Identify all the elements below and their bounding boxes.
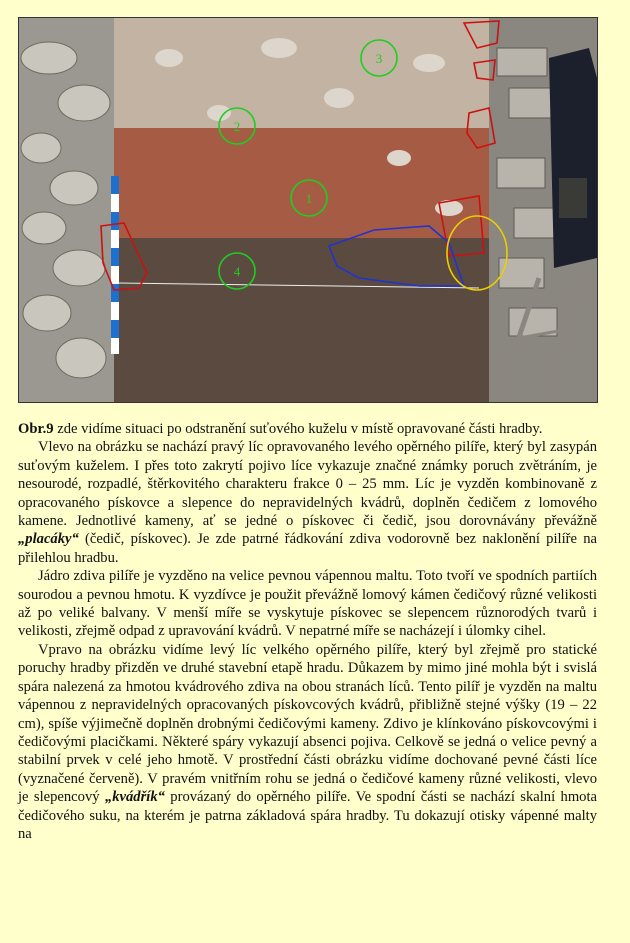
- excavation-photo-illustration: [19, 18, 597, 402]
- measuring-rod: [111, 176, 119, 354]
- paragraph-2-text: Jádro zdiva pilíře je vyzděno na velice pevnou vápennou maltu. Toto tvoří ve spodních partiích sourodou a pevnou hmotu. K vyzdívce je použit převážně lomový kámen čedičový různé velikosti až po veliké balvany. V menší míře se vyskytuje pískovec se slepencem různorodých tvarů i velikosti, zřejmě odpad z upravování kvádrů. V nepatrné míře se nacházejí i úlomky cihel.: [18, 568, 597, 640]
- marker-3-label: 3: [375, 51, 383, 66]
- paragraph-3-emph: „kvádřík“: [104, 789, 165, 806]
- paragraph-1-text-a: Vlevo na obrázku se nachází pravý líc opravovaného levého opěrného pilíře, který byl zasypán suťovým kuželem. I přes toto zakrytí pojivo líce vykazuje značné známky poruch zvětráním, je nesourodé, rozpadlé, štěrkovitého charakteru frakce 0 – 25 mm. Líc je vyzděn kombinovaně z opracovaného pískovce a slepence do nepravidelných kvádrů, doplněn čedičem z lomového kamene. Jednotlivé kameny, ať se jedné o pískovec či čedič, jsou dorovnávány převážně: [18, 439, 597, 530]
- paragraph-left-pillar: [18, 438, 597, 567]
- paragraph-core: [18, 567, 597, 641]
- caption: [18, 420, 597, 438]
- caption-text: zde vidíme situaci po odstranění suťového kuželu v místě opravované části hradby.: [53, 421, 543, 437]
- marker-1-label: 1: [305, 191, 313, 206]
- marker-2-label: 2: [233, 119, 241, 134]
- bag: [559, 178, 587, 218]
- marker-4-label: 4: [233, 264, 241, 279]
- paragraph-1-emph: „placáky“: [18, 531, 79, 548]
- paragraph-3-text-a: Vpravo na obrázku vidíme levý líc velkého opěrného pilíře, který byl zřejmě pro statické poruchy hradby přizděn ve druhé stavební etapě hradu. Důkazem by mimo jiné mohla být i svislá spára nalezená za hmotou kvádrového zdiva na obou stranách líců. Tento pilíř je vyzděn na maltu vápennou z nepravidelných opracovaných pískovcových kvádrů, přibližně stejné výšky (19 – 22 cm), spíše výjimečně doplněn drobnými čedičovými kameny. Zdivo je klínkováno pískovcovými i čedičovými placičkami. Některé spáry vykazují absenci pojiva. Celkově se jedná o velice pevný a stabilní prvek v celé jeho hmotě. V prostřední části obrázku vidíme dochované pevné části líce (vyznačené červeně). V pravém vnitřním rohu se jedná o čedičové kameny různé velikosti, vlevo je slepencový: [18, 641, 597, 806]
- paragraph-right-pillar: [18, 641, 597, 843]
- dark-jacket: [549, 48, 597, 268]
- caption-label: Obr.9: [18, 421, 54, 437]
- paragraph-3-text-b: provázaný do opěrného pilíře. Ve spodní části se nachází skalní hmota čedičového suku, na kterém je patrna základová spára hradby. Tu dokazují otisky vápenné malty na: [18, 789, 597, 842]
- excavation-photo: [18, 17, 598, 403]
- paragraph-1-text-b: (čedič, pískovec). Je zde patrné řádkování zdiva vodorovně bez naklonění pilíře na přilehlou hradbu.: [18, 531, 597, 566]
- body-text: [18, 420, 597, 843]
